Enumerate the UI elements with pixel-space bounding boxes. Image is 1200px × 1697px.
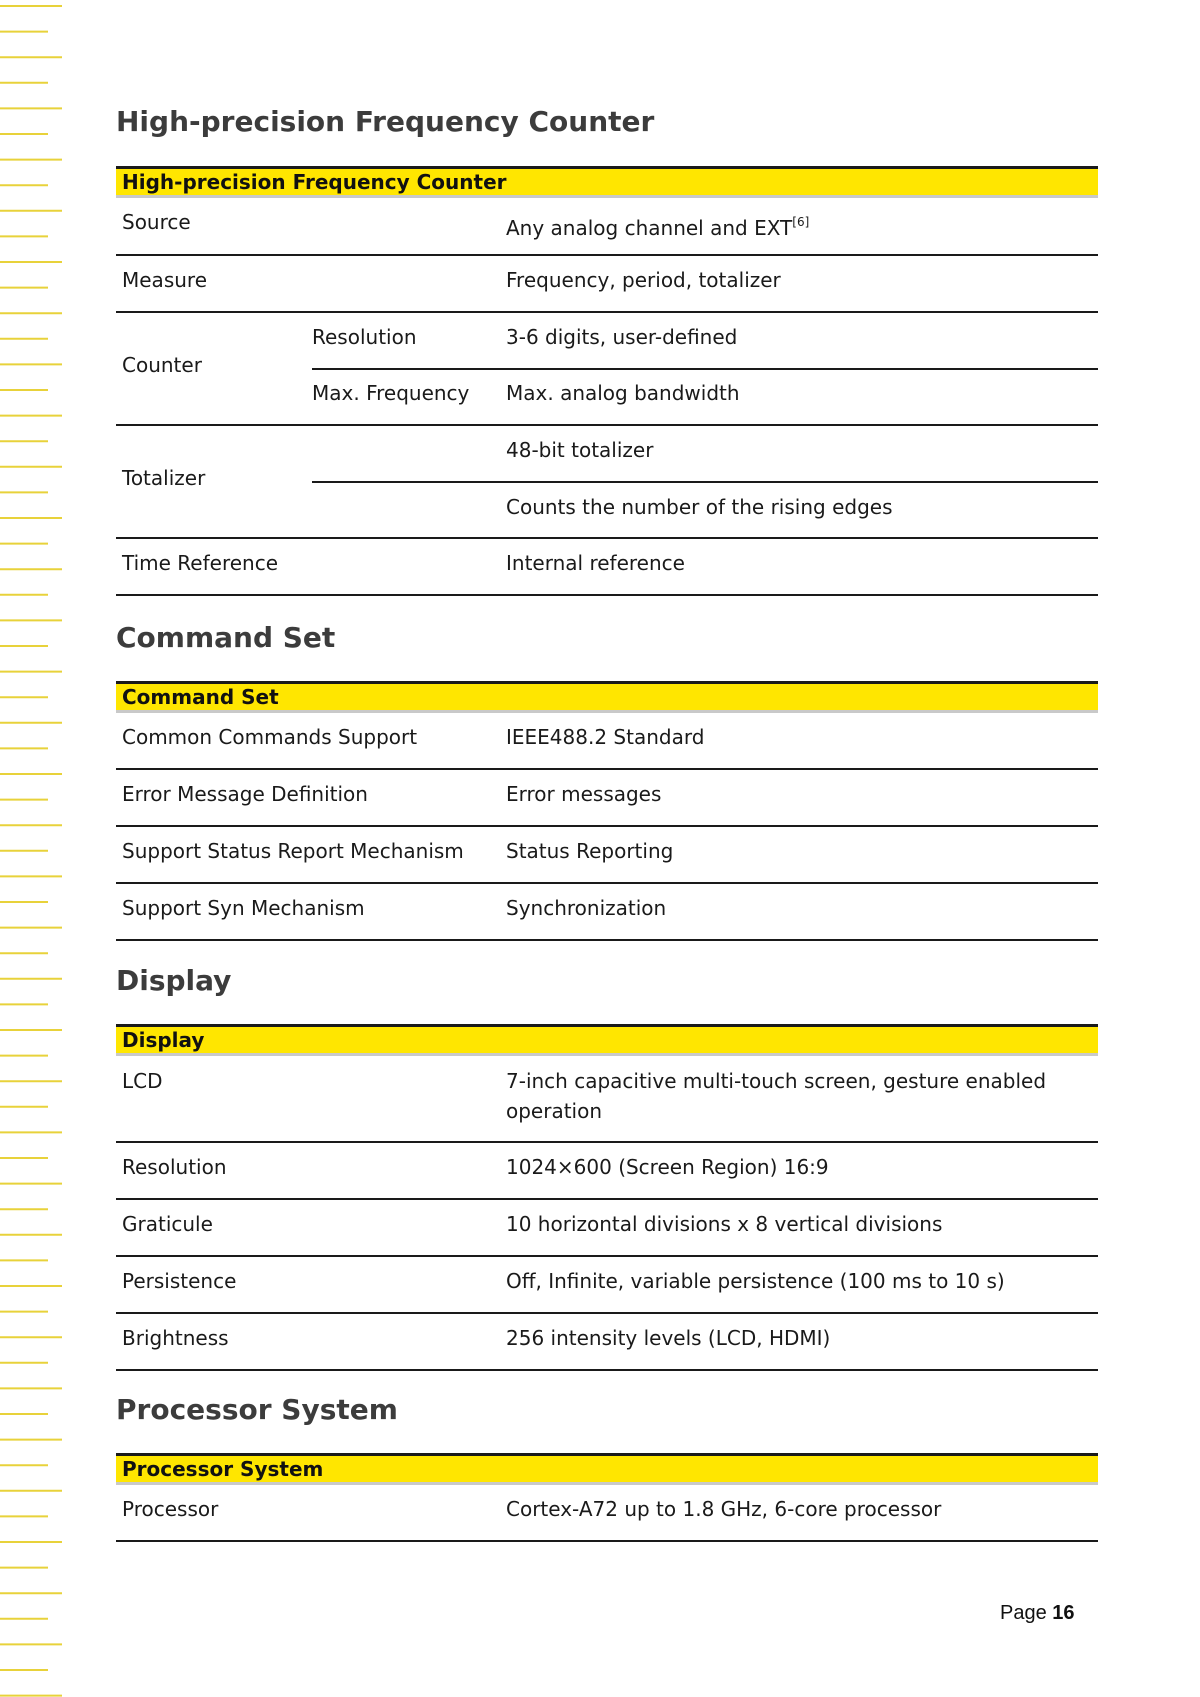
processor-system-table [116, 1453, 1098, 1542]
table-row [116, 539, 1098, 596]
row-value: Status Reporting [506, 839, 674, 863]
counter-row [116, 313, 1098, 426]
row-label: Graticule [122, 1212, 213, 1236]
row-value: Synchronization [506, 896, 667, 920]
row-value: Internal reference [506, 551, 685, 575]
table-row [116, 1314, 1098, 1371]
row-value: IEEE488.2 Standard [506, 725, 705, 749]
table-row [116, 1485, 1098, 1542]
footnote-ref: [6] [792, 215, 810, 229]
row-label: Error Message Definition [122, 782, 368, 806]
row-label: Resolution [122, 1155, 227, 1179]
row-label: Common Commands Support [122, 725, 418, 749]
table-row [116, 1200, 1098, 1257]
divider [312, 368, 1098, 370]
row-label: Counter [122, 353, 202, 377]
row-label: Time Reference [122, 551, 279, 575]
row-label: Support Status Report Mechanism [122, 839, 464, 863]
row-value: Cortex-A72 up to 1.8 GHz, 6-core processor [506, 1497, 942, 1521]
table-row [116, 198, 1098, 256]
row-label: Measure [122, 268, 207, 292]
row-label: LCD [122, 1069, 163, 1093]
row-label: Processor [122, 1497, 219, 1521]
section-heading-display: Display [116, 964, 232, 997]
row-value: 3-6 digits, user-defined [506, 325, 738, 349]
section-heading-command-set: Command Set [116, 621, 336, 654]
row-value: 10 horizontal divisions x 8 vertical divisions [506, 1212, 943, 1236]
row-value: 1024×600 (Screen Region) 16:9 [506, 1155, 829, 1179]
section-heading-frequency-counter: High-precision Frequency Counter [116, 105, 655, 138]
row-value: Off, Infinite, variable persistence (100 ms to 10 s) [506, 1269, 1005, 1293]
display-table [116, 1024, 1098, 1371]
table-row [116, 256, 1098, 313]
page-number [1000, 1602, 1075, 1625]
row-label: Brightness [122, 1326, 229, 1350]
command-set-table [116, 681, 1098, 941]
page-label: Page [1000, 1602, 1047, 1624]
table-header: Command Set [116, 681, 1098, 713]
table-row [116, 770, 1098, 827]
table-row [116, 713, 1098, 770]
divider [312, 481, 1098, 483]
row-value: 48-bit totalizer [506, 438, 654, 462]
frequency-counter-table [116, 166, 1098, 596]
row-sublabel: Resolution [312, 325, 417, 349]
margin-decoration [0, 0, 70, 1697]
row-label: Persistence [122, 1269, 237, 1293]
row-value: Max. analog bandwidth [506, 381, 740, 405]
source-value: Any analog channel and EXT [506, 216, 793, 240]
table-header: High-precision Frequency Counter [116, 166, 1098, 198]
row-value: Error messages [506, 782, 662, 806]
table-row [116, 1056, 1098, 1143]
row-sublabel: Max. Frequency [312, 381, 470, 405]
totalizer-row [116, 426, 1098, 539]
row-value: Frequency, period, totalizer [506, 268, 781, 292]
row-label: Source [122, 210, 191, 234]
row-value: Counts the number of the rising edges [506, 495, 893, 519]
row-label: Support Syn Mechanism [122, 896, 365, 920]
row-value: 7-inch capacitive multi-touch screen, gesture enabled operation [506, 1069, 1047, 1123]
table-row [116, 1257, 1098, 1314]
table-header: Processor System [116, 1453, 1098, 1485]
table-header: Display [116, 1024, 1098, 1056]
section-heading-processor-system: Processor System [116, 1393, 398, 1426]
page-number-value: 16 [1052, 1602, 1075, 1624]
row-value [506, 198, 1098, 254]
row-value: 256 intensity levels (LCD, HDMI) [506, 1326, 831, 1350]
row-label: Totalizer [122, 466, 206, 490]
margin-stripes [0, 0, 70, 1697]
table-row [116, 1143, 1098, 1200]
table-row [116, 884, 1098, 941]
table-row [116, 827, 1098, 884]
